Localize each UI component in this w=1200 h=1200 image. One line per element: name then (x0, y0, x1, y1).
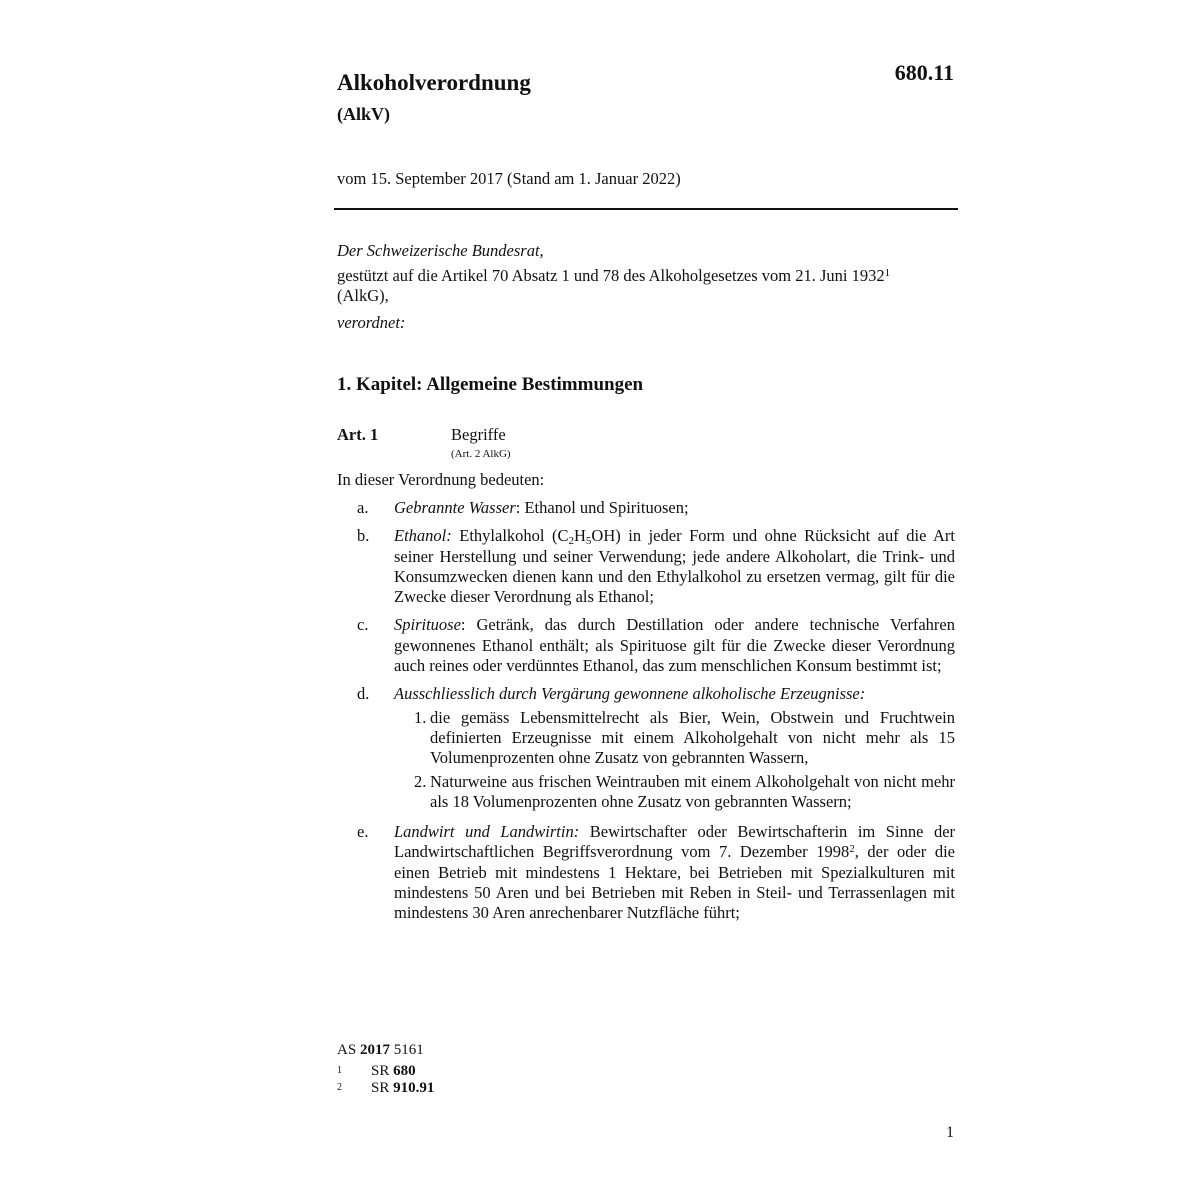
date-line: vom 15. September 2017 (Stand am 1. Januar 2022) (337, 169, 681, 188)
header-divider (334, 208, 958, 210)
footnote-ref[interactable]: 680 (393, 1063, 416, 1079)
list-marker: d. (357, 684, 370, 704)
definition-text: : Getränk, das durch Destillation oder andere technische Verfahren gewonnenes Ethanol enthält; als Spirituose gilt für die Zwecke dieser Verordnung auch reines oder verdünntes Ethanol, das zum menschlichen Konsum bestimmt ist; (394, 615, 955, 676)
footnote-number: 1 (337, 1065, 342, 1076)
sub-list-text: Naturweine aus frischen Weintrauben mit einem Alkoholgehalt von nicht mehr als 18 Volumenprozenten ohne Zusatz von gebrannten Wassern; (430, 771, 955, 811)
footnote-source (337, 1042, 424, 1059)
footnote-prefix: SR (371, 1080, 394, 1096)
list-item (337, 526, 955, 607)
page-number: 1 (946, 1124, 954, 1141)
ingress-authority: Der Schweizerische Bundesrat, (337, 241, 544, 260)
definition-list (337, 498, 955, 932)
definition-text: : Ethanol und Spirituosen; (515, 498, 689, 517)
article-title: Begriffe (451, 425, 506, 444)
list-item (337, 822, 955, 923)
definition-text: OH) in jeder Form und ohne Rücksicht auf die Art seiner Herstellung und seiner Verwendung; jede andere Alkoholart, die Trink- und Konsumzwecken dienen kann und den Ethylalkohol zu ersetzen vermag, gilt für die Zwecke dieser Verordnung als Ethanol; (394, 526, 955, 607)
article-number: Art. 1 (337, 425, 379, 444)
footnote-2 (337, 1080, 434, 1096)
sub-list-item (394, 708, 955, 769)
source-page: 5161 (389, 1042, 424, 1058)
sub-list-text: die gemäss Lebensmittelrecht als Bier, Wein, Obstwein und Fruchtwein definierten Erzeugnisse mit einem Alkoholgehalt von nicht mehr als 15 Volumenprozenten ohne Zusatz von gebrannten Wassern, (430, 707, 955, 768)
definition-text: Bewirtschafter oder Bewirtschafterin im Sinne der Landwirtschaftlichen Begriffsverordnung vom 7. Dezember 1998 (394, 822, 956, 862)
source-year: 2017 (359, 1042, 390, 1058)
definition-term: Spirituose (394, 615, 461, 635)
document-title: Alkoholverordnung (337, 70, 531, 95)
list-marker: b. (357, 526, 370, 546)
definition-term: Gebrannte Wasser (394, 498, 516, 517)
sub-list-marker: 1. (414, 707, 427, 727)
definition-term: Landwirt und Landwirtin: (394, 822, 580, 842)
definition-term: Ausschliesslich durch Vergärung gewonnene alkoholische Erzeugnisse: (394, 684, 866, 704)
definition-text: , der oder die einen Betrieb mit mindestens 1 Hektare, bei Betrieben mit Spezialkulturen mit mindestens 50 Aren und bei Betrieben mit Reben in Steil- und Terrassenlagen mit mindestens 30 Aren anrechenbarer Nutzfläche führt; (394, 842, 955, 923)
sr-number: 680.11 (894, 60, 954, 85)
subscript: 2 (568, 535, 574, 548)
list-item (337, 684, 955, 814)
footnote-number: 2 (337, 1082, 342, 1093)
list-item (337, 498, 955, 518)
source-prefix: AS (337, 1042, 360, 1058)
footnote-ref-1[interactable]: 1 (884, 267, 891, 279)
footnote-ref[interactable]: 910.91 (393, 1080, 435, 1096)
article-intro: In dieser Verordnung bedeuten: (337, 470, 545, 489)
ingress-verb: verordnet: (337, 313, 406, 332)
footnote-ref-2[interactable]: 2 (849, 843, 855, 856)
definition-text: H (574, 526, 586, 546)
document-abbreviation: (AlkV) (337, 104, 390, 124)
ingress-basis-text: gestützt auf die Artikel 70 Absatz 1 und 78 des Alkoholgesetzes vom 21. Juni 1932 (337, 266, 885, 285)
list-marker: e. (357, 822, 369, 842)
definition-text: Ethylalkohol (C (451, 526, 569, 546)
footnote-1 (337, 1063, 416, 1079)
sub-list-item (394, 772, 955, 813)
footnote-prefix: SR (371, 1063, 394, 1079)
list-marker: c. (357, 615, 369, 635)
list-item (337, 615, 955, 676)
list-marker: a. (357, 498, 369, 517)
sub-list-marker: 2. (414, 771, 427, 791)
article-reference: (Art. 2 AlkG) (451, 448, 511, 460)
subscript: 5 (585, 535, 592, 548)
definition-term: Ethanol: (394, 526, 452, 546)
ingress-basis-abbr: (AlkG), (337, 286, 389, 305)
ingress-basis (337, 266, 957, 306)
chapter-heading: 1. Kapitel: Allgemeine Bestimmungen (337, 374, 644, 395)
